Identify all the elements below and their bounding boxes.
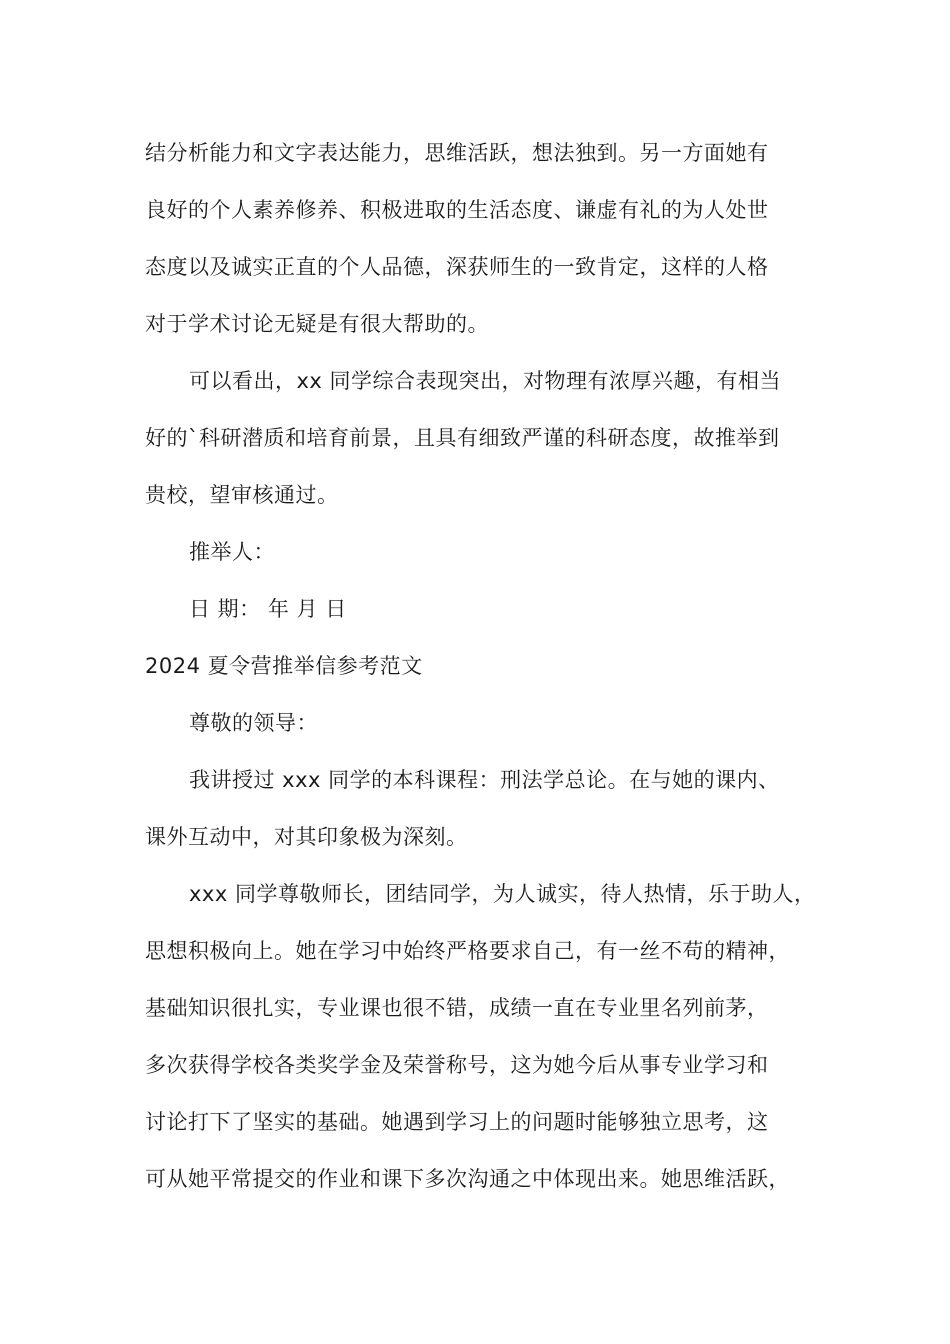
paragraph-line: 可以看出，xx 同学综合表现突出，对物理有浓厚兴趣，有相当 [189,369,782,393]
paragraph-line: 良好的个人素养修养、积极进取的生活态度、谦虚有礼的为人处世 [145,198,769,222]
paragraph-line: 多次获得学校各类奖学金及荣誉称号，这为她今后从事专业学习和 [145,1053,769,1077]
recommender-label: 推举人： [189,540,275,564]
paragraph-line: 好的`科研潜质和培育前景，且具有细致严谨的科研态度，故推举到 [145,426,780,450]
salutation: 尊敬的领导： [189,711,318,735]
paragraph-line: 讨论打下了坚实的基础。她遇到学习上的问题时能够独立思考，这 [145,1110,769,1134]
paragraph-line: 态度以及诚实正直的个人品德，深获师生的一致肯定，这样的人格 [145,255,769,279]
paragraph-line: 对于学术讨论无疑是有很大帮助的。 [145,312,489,336]
paragraph-line: 结分析能力和文字表达能力，思维活跃，想法独到。另一方面她有 [145,141,769,165]
paragraph-line: 思想积极向上。她在学习中始终严格要求自己，有一丝不苟的精神， [145,939,790,963]
paragraph-line: 基础知识很扎实，专业课也很不错，成绩一直在专业里名列前茅， [145,996,769,1020]
date-label: 日 期： 年 月 日 [189,597,347,621]
paragraph-line: 贵校，望审核通过。 [145,483,339,507]
paragraph-line: 我讲授过 xxx 同学的本科课程：刑法学总论。在与她的课内、 [189,768,780,792]
paragraph-line: xxx 同学尊敬师长，团结同学，为人诚实，待人热情，乐于助人， [189,882,816,906]
paragraph-line: 可从她平常提交的作业和课下多次沟通之中体现出来。她思维活跃， [145,1167,790,1191]
paragraph-line: 课外互动中，对其印象极为深刻。 [145,825,468,849]
section-title: 2024 夏令营推举信参考范文 [145,654,423,678]
